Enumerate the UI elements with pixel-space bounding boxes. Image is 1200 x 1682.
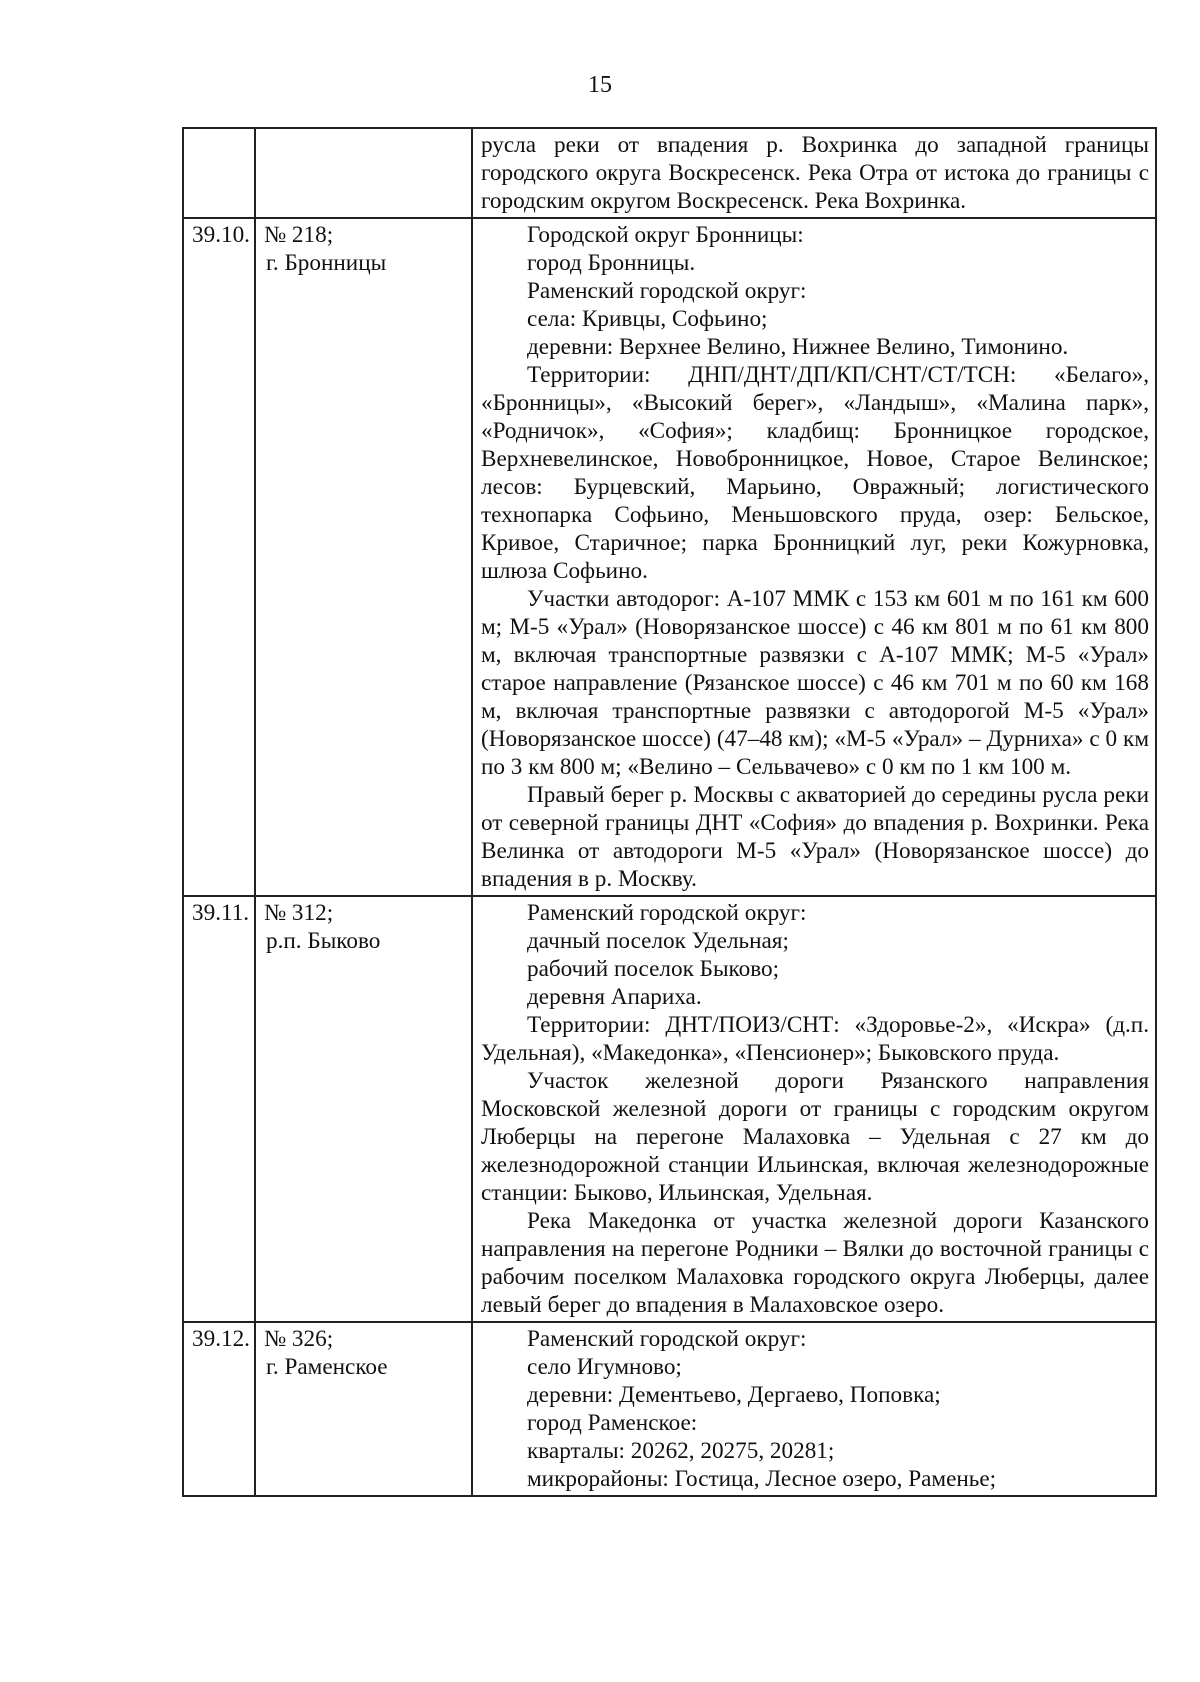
description-paragraph: Городской округ Бронницы: — [527, 222, 804, 248]
district-cell — [255, 1322, 472, 1496]
description-paragraph: город Бронницы. — [527, 250, 696, 276]
description-paragraph: город Раменское: — [527, 1410, 698, 1436]
district-name: г. Бронницы — [266, 250, 387, 276]
description-paragraph: Территории: ДНТ/ПОИЗ/СНТ: «Здоровье-2», «Искра» (д.п. Удельная), «Македонка», «Пенсионер»; Быковского пруда. — [481, 1012, 1149, 1066]
description-cell — [472, 218, 1156, 896]
description-paragraph: деревни: Дементьево, Дергаево, Поповка; — [527, 1382, 941, 1408]
description-paragraph: Раменский городской округ: — [527, 1326, 807, 1352]
description-paragraph: Река Македонка от участка железной дороги Казанского направления на перегоне Родники – Вялки до восточной границы с рабочим поселком Малаховка городского округа Люберцы, далее левый берег до впадения в Малаховское озеро. — [481, 1208, 1149, 1318]
district-name: г. Раменское — [266, 1354, 388, 1380]
row-number: 39.11. — [183, 896, 255, 1322]
row-number: 39.10. — [183, 218, 255, 896]
description-paragraph: Участок железной дороги Рязанского направления Московской железной дороги от границы с городским округом Люберцы на перегоне Малаховка – Удельная с 27 км до железнодорожной станции Ильинская, включая железнодорожные станции: Быково, Ильинская, Удельная. — [481, 1068, 1149, 1206]
description-paragraph: деревни: Верхнее Велино, Нижнее Велино, Тимонино. — [527, 334, 1069, 360]
table-row — [183, 1322, 1156, 1496]
district-cell — [255, 128, 472, 218]
page-number: 15 — [588, 72, 612, 98]
row-number: 39.12. — [183, 1322, 255, 1496]
description-paragraph: рабочий поселок Быково; — [527, 956, 780, 982]
description-paragraph: Правый берег р. Москвы с акваторией до середины русла реки от северной границы ДНТ «София» до впадения р. Вохринки. Река Велинка от автодороги М-5 «Урал» (Новорязанское шоссе) до впадения в р. Москву. — [481, 782, 1149, 892]
description-paragraph: дачный поселок Удельная; — [527, 928, 789, 954]
description-paragraph: Раменский городской округ: — [527, 900, 807, 926]
district-number: № 218; — [264, 222, 334, 248]
description-paragraph: Участки автодорог: А-107 ММК с 153 км 601 м по 161 км 600 м; М-5 «Урал» (Новорязанское шоссе) с 46 км 801 м по 61 км 800 м, включая транспортные развязки с А-107 ММК; М-5 «Урал» старое направление (Рязанское шоссе) с 46 км 701 м по 60 км 168 м, включая транспортные развязки с автодорогой М-5 «Урал» (Новорязанское шоссе) (47–48 км); «М-5 «Урал» – Дурниха» с 0 км по 3 км 800 м; «Велино – Сельвачево» с 0 км по 1 км 100 м. — [481, 586, 1149, 780]
description-paragraph: села: Кривцы, Софьино; — [527, 306, 768, 332]
description-cell — [472, 1322, 1156, 1496]
description-paragraph: Раменский городской округ: — [527, 278, 807, 304]
description-cell — [472, 128, 1156, 218]
description-cell — [472, 896, 1156, 1322]
row-number — [183, 128, 255, 218]
description-paragraph: деревня Апариха. — [527, 984, 702, 1010]
description-paragraph: село Игумново; — [527, 1354, 682, 1380]
district-number: № 312; — [264, 900, 334, 926]
table-row — [183, 218, 1156, 896]
description-paragraph: микрорайоны: Гостица, Лесное озеро, Раменье; — [527, 1466, 997, 1492]
districts-table — [182, 127, 1157, 1497]
description-paragraph: кварталы: 20262, 20275, 20281; — [527, 1438, 835, 1464]
district-number: № 326; — [264, 1326, 334, 1352]
table-row — [183, 896, 1156, 1322]
district-cell — [255, 218, 472, 896]
table-row — [183, 128, 1156, 218]
description-paragraph: Территории: ДНП/ДНТ/ДП/КП/СНТ/СТ/ТСН: «Белаго», «Бронницы», «Высокий берег», «Ландыш», «Малина парк», «Родничок», «София»; кладбищ: Бронницкое городское, Верхневелинское, Новобронницкое, Новое, Старое Велинское; лесов: Бурцевский, Марьино, Овражный; логистического технопарка Софьино, Меньшовского пруда, озер: Бельское, Кривое, Старичное; парка Бронницкий луг, реки Кожурновка, шлюза Софьино. — [481, 362, 1149, 584]
district-name: р.п. Быково — [266, 928, 381, 954]
description-paragraph: русла реки от впадения р. Вохринка до западной границы городского округа Воскресенск. Река Отра от истока до границы с городским округом Воскресенск. Река Вохринка. — [481, 132, 1149, 214]
district-cell — [255, 896, 472, 1322]
